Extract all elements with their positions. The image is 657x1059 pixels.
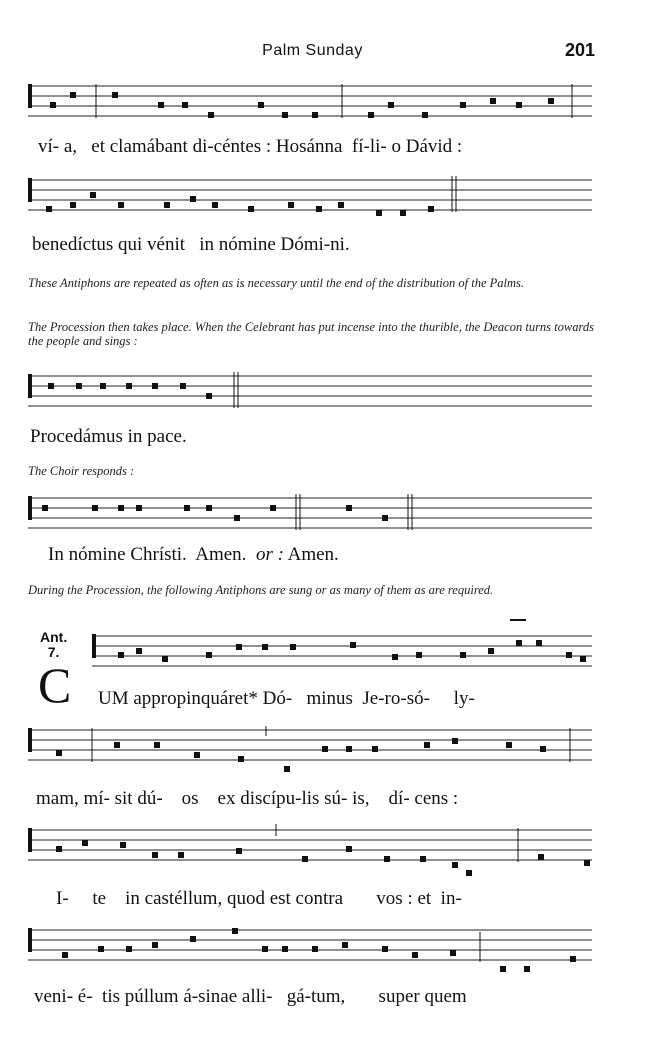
chant-staff-5: [0, 618, 657, 709]
staff-lines: [0, 368, 657, 418]
lyric-um: UM appropinquáret: [98, 688, 249, 709]
lyric-line-5: [98, 688, 475, 710]
asterisk: *: [248, 688, 258, 709]
amen-2: Amen.: [287, 544, 339, 565]
lyric-line-1: ví- a, et clamábant di-céntes : Hosánna fí-li- o Dávid :: [38, 136, 463, 157]
staff-lines: [0, 78, 657, 138]
lyric-line-6: mam, mí- sit dú- os ex discípu-lis sú- is, dí- cens :: [36, 788, 459, 809]
antiphon-initial: C: [38, 657, 72, 713]
chant-staff-7: [0, 822, 657, 909]
staff-lines: [0, 618, 657, 678]
page-header-title: Palm Sunday: [262, 42, 363, 59]
rubric-2: The Procession then takes place. When the Celebrant has put incense into the thurible, the Deacon turns towards the people and sings :: [28, 320, 594, 348]
lyric-line-4: [48, 544, 339, 566]
lyric-line-2: benedíctus qui vénit in nómine Dómi-ni.: [32, 234, 350, 255]
chant-staff-6: [0, 722, 657, 809]
staff-lines: [0, 172, 657, 232]
antiphon-ant: Ant.: [40, 629, 68, 645]
rubric-3: The Choir responds :: [28, 464, 135, 478]
lyric-line-3: Procedámus in pace.: [30, 426, 187, 447]
chant-staff-8: [0, 922, 657, 1022]
rubric-4: During the Procession, the following Antiphons are sung or as many of them as are required.: [28, 583, 494, 597]
staff-lines: [0, 822, 657, 882]
page-number: 201: [564, 40, 595, 60]
lyric-line-8: veni- é- tis púllum á-sinae alli- gá-tum, super quem: [34, 986, 467, 1007]
staff-lines: [0, 490, 657, 540]
staff-lines: [0, 922, 657, 982]
rubric-1: These Antiphons are repeated as often as is necessary until the end of the distribution of the Palms.: [28, 276, 525, 290]
chant-staff-1: [0, 78, 657, 157]
chant-staff-3: [0, 368, 657, 448]
antiphon-number: 7.: [47, 644, 60, 660]
chant-staff-4: [0, 490, 657, 570]
chant-staff-2: [0, 172, 657, 255]
or-label: or :: [255, 544, 284, 565]
staff-lines: [0, 722, 657, 782]
lyric-line-7: I- te in castéllum, quod est contra vos : et in-: [56, 888, 462, 909]
lyric-in-nomine: In nómine Chrísti. Amen.: [48, 544, 247, 565]
lyric-domine: Dó- minus Je-ro-só- ly-: [262, 688, 475, 709]
